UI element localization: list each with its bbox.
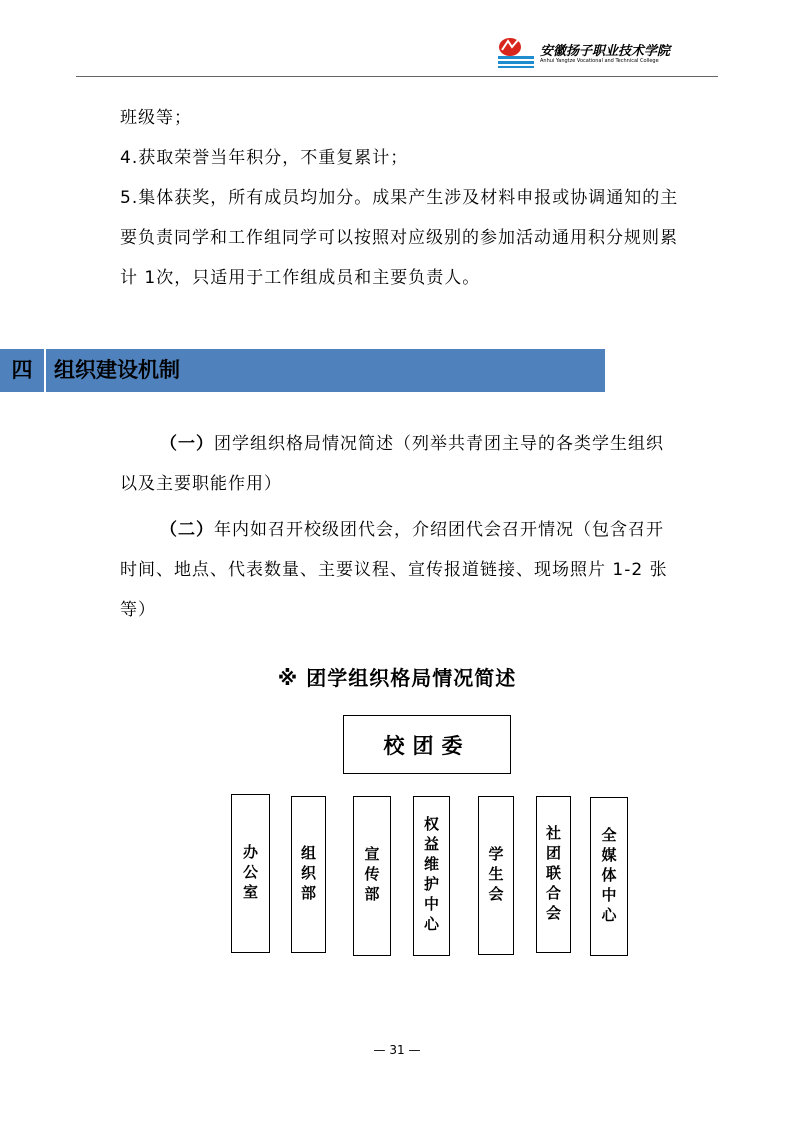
org-chart-title: ※ 团学组织格局情况简述	[277, 666, 517, 690]
section-heading	[0, 349, 605, 392]
school-name-en: Anhui Yangtze Vocational and Technical College	[540, 58, 659, 64]
header-divider	[76, 76, 718, 77]
dept-node	[413, 796, 450, 956]
dept-label: 社团联合会	[544, 824, 562, 925]
dept-label: 全媒体中心	[599, 826, 618, 927]
dept-label: 学生会	[486, 845, 505, 906]
subsection-marker: （二）	[160, 520, 214, 540]
subsection-text: 年内如召开校级团代会，介绍团代会召开情况（包含召开时间、地点、代表数量、主要议程、宣传报道链接、现场照片 1-2 张等）	[120, 520, 668, 620]
section-title: 组织建设机制	[54, 358, 180, 382]
subsection-2	[120, 510, 680, 630]
dept-node	[536, 796, 571, 953]
subsection-text: 团学组织格局情况简述（列举共青团主导的各类学生组织以及主要职能作用）	[120, 434, 664, 494]
dept-label: 权益维护中心	[422, 816, 440, 936]
dept-label: 办公室	[241, 843, 259, 904]
section-number: 四	[0, 349, 46, 392]
subsection-marker: （一）	[160, 434, 214, 454]
org-chart-top-node: 校团委	[343, 715, 511, 774]
dept-node	[231, 794, 270, 953]
school-logo	[496, 36, 671, 70]
paragraph-2: 4.获取荣誉当年积分，不重复累计；	[120, 148, 409, 168]
dept-node	[291, 796, 326, 953]
page-number: — 31 —	[373, 1043, 421, 1057]
dept-node	[353, 796, 391, 956]
dept-label: 组织部	[299, 844, 317, 905]
paragraph-1: 班级等；	[120, 108, 192, 128]
dept-node	[590, 797, 628, 956]
paragraph-3: 5.集体获奖，所有成员均加分。成果产生涉及材料申报或协调通知的主要负责同学和工作组同学可以按照对应级别的参加活动通用积分规则累计 1次，只适用于工作组成员和主要负责人。	[120, 188, 679, 288]
dept-label: 宣传部	[362, 846, 381, 906]
dept-node	[478, 796, 514, 955]
subsection-1	[120, 424, 680, 504]
body-text	[120, 98, 680, 298]
school-name: 安徽扬子职业技术学院	[540, 44, 671, 59]
